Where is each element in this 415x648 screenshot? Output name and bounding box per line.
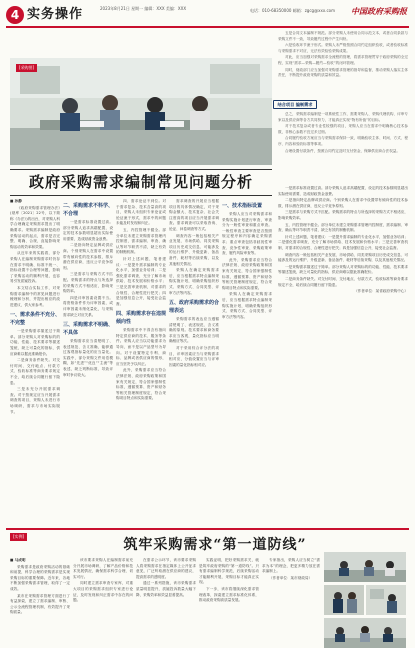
subheading: 三、采购需求不明确、不具体 bbox=[63, 322, 113, 337]
article-byline: ■ 孙静 bbox=[10, 199, 22, 203]
paragraph: 此外，采购需求应当符合法律法规、政府采购政策和国家有关规定，符合国家强制性标准，遵循预算、资产和财务等相关管理制度规定，符合采购项目特点和实际需要。 bbox=[116, 368, 166, 401]
paragraph: 合理设置付款条件，按照合同约定及时支付资金，保障供应商合法权益。 bbox=[285, 148, 400, 153]
headline-rule-top bbox=[10, 169, 272, 170]
bottom-photo-2 bbox=[324, 585, 364, 615]
subheading: 五、政府采购需求的合理表达 bbox=[169, 300, 219, 315]
paragraph: 采购人应当对采购需求和采购实施计划进行审查，审查分为一般性审查和重点审查。一般性审查主要审查是否按照规定程序和内容确定采购需求；重点审查包括非歧视性审查、竞争性审查、采购政策审查、履约风险审查等。 bbox=[222, 212, 272, 256]
paragraph: 专家指出，采购人应当树立“需求为本”的理念，把更多精力放在需求编制上。 bbox=[262, 558, 320, 574]
paragraph: 采购人在确定采购需求后，应当根据需求特点编制采购实施计划，明确采购组织形式、采购方式、合同类型、评审方法等内容。 bbox=[169, 268, 219, 295]
bottom-column-5 bbox=[262, 558, 320, 646]
paragraph: 一是需求标准设置过高。部分采购人追求高端配置，设定的技术参数明显超出实际使用需要，造成财政资金浪费。 bbox=[63, 220, 113, 241]
newspaper-logo: 中国政府采购报 bbox=[351, 6, 407, 16]
paragraph: 对于采用综合评分法的项目，评审因素应当与采购需求相对应，分值设置应当与评审因素的量化指标相对应。 bbox=[169, 346, 219, 367]
paragraph: 采购需求的表达应当遵循清楚明了、表述规范、含义准确的原则。技术要求和商务要求应当客观，量化指标应当明确相应等次。 bbox=[169, 317, 219, 344]
meeting-room-photo bbox=[324, 552, 406, 582]
subheading: 二、采购需求不科学、不合理 bbox=[63, 203, 113, 217]
paragraph: 需求调查的开展应当根据项目的具体情况确定，对于采购金额大、技术复杂、社会关注度高的项目应当开展需求调查。需求调查可以采取咨询、论证、问卷调查等方式。 bbox=[169, 199, 219, 231]
bottom-column-3 bbox=[136, 558, 196, 646]
contact-line: 电话：010-68350000 邮箱：zgcg@xxx.com bbox=[250, 8, 336, 13]
paragraph: 二是指向特定品牌或供应商。个别采购人在需求中设置带有倾向性的技术参数，排斥潜在供应商，违反公平竞争原则。 bbox=[63, 243, 113, 270]
article-column-6 bbox=[278, 186, 408, 524]
paragraph: 通过一系列措施，该市采购需求质量明显提升，质疑投诉数量大幅下降，采购效率和效益显著提高。 bbox=[136, 581, 196, 597]
paragraph: 实践证明，把好采购需求关，就是筑牢政府采购的“第一道防线”。只有需求编制科学规范，后续采购活动才能顺利开展，采购目标才能真正实现。 bbox=[199, 558, 259, 585]
page-number-badge: 4 bbox=[6, 6, 24, 24]
article-column-2 bbox=[63, 199, 113, 524]
headline-rule-bottom bbox=[10, 195, 272, 196]
bottom-column-1 bbox=[10, 558, 70, 646]
paragraph: 该市要求采购人在编制需求前充分开展市场调研，了解产品价格和技术发展情况，确保需求科学合理、切实可行。 bbox=[73, 558, 133, 579]
paragraph: 某市在采购需求管理方面进行了有益探索，建立了需求编制、审核、公示全流程管理机制，有效提升了采购质量。 bbox=[10, 593, 70, 615]
paragraph: 二是商务条件缺失。对交付时间、交付地点、付款方式、验收标准等商务要求规定不全，给后续合同履行留下隐患。 bbox=[10, 358, 60, 385]
paragraph: 对此，应当加强对采购需求全流程的管理，将需求管理贯穿于政府采购的全过程，实现“需求—采购—履约—验收”的闭环管理。 bbox=[278, 55, 408, 65]
paragraph: 同时，财政部门应当加强对采购需求管理的指导和监督，推动采购人落实主体责任，不断提升政府采购的质量和效益。 bbox=[278, 67, 408, 78]
bottom-headline: 筑牢采购需求“第一道防线” bbox=[123, 537, 307, 553]
paragraph: 下一步，该市将继续深化需求管理改革，探索建立需求标准化体系，推动政府采购高质量发展。 bbox=[199, 586, 259, 603]
issue-meta: 2023年8月21日 星期一 编辑：XXX 美编：XXX bbox=[100, 6, 187, 11]
paragraph: 针对上述问题，笔者建议：一是提升需求编制的专业化水平，加强业务培训；二是强化需求调查，充分了解市场供给、技术发展和价格水平；三是完善审查机制，对需求的合规性、合理性进行把关；四是加强信息公开，接受社会监督。 bbox=[278, 234, 408, 250]
paragraph: 总之，采购需求编制是一项系统性工作，需要采购人、采购代理机构、评审专家以及供应商等各方共同努力，才能真正实现“物有所值”的目标。 bbox=[278, 112, 408, 122]
paragraph: 采购需求中不得含有指向特定供应商的技术、服务等条件。采购人应当以功能需求为导向，而不是以产品型号为导向。对于设置特定专利、商标、品牌或者供应商的情形，应当坚决予以纠正。 bbox=[116, 328, 166, 366]
lead-photo bbox=[10, 58, 272, 165]
paragraph: 三是需求与采购方式不匹配。采购需求的特点与所选择的采购方式不相适应，影响采购效率。 bbox=[278, 210, 408, 220]
paragraph: 五、内控管理不健全。部分单位未建立采购需求管理内控制度，需求编制、审查、确认等环节职责不清，缺乏有效的制衡机制。 bbox=[116, 227, 166, 255]
paragraph: 一是采购需求描述过于简单。部分采购人对采购标的的功能、性能、技术要求等描述笼统，缺乏可量化的指标，供应商难以据此准确报价。 bbox=[10, 329, 60, 356]
article-column-5 bbox=[222, 199, 272, 524]
paragraph: 此外，采购需求应当符合法律法规、政府采购政策和国家有关规定，符合国家强制性标准，遵循预算、资产和财务等相关管理制度规定，符合采购项目特点和实际需要。 bbox=[222, 257, 272, 290]
paragraph: 四是评审因素设置不当。将资格条件作为评审因素，或评审因素未细化量化，与采购需求缺乏对应关系。 bbox=[63, 295, 113, 317]
subheading: 四、采购需求存在违规倾向性 bbox=[116, 311, 166, 326]
paragraph: 四、需求论证不到位。对于需求复杂、技术含量高的项目，采购人未组织专家论证或论证流于形式，需求中的问题未能及时发现和纠正。 bbox=[116, 199, 166, 226]
paragraph: 调查内容一般包括相关产业发展、市场供给、同类采购项目历史成交信息、可能涉及的运行维护、升级更新、备品备件、耗材等后续采购，以及其他相关情况。 bbox=[169, 233, 219, 266]
paragraph: 调查内容一般包括相关产业发展、市场供给、同类采购项目历史成交信息、可能涉及的运行维护、升级更新、备品备件、耗材等后续采购，以及其他相关情况。 bbox=[278, 252, 408, 263]
bottom-photo-group bbox=[324, 552, 406, 648]
paragraph: 从近年来的实践看，部分采购人在编制采购需求时仍存在需求不明确、标准不统一、指标设置不合理等问题，影响了采购活动的顺利开展，也容易引发质疑投诉。 bbox=[10, 251, 60, 284]
paragraph: 二是指向特定品牌或供应商。个别采购人在需求中设置带有倾向性的技术参数，排斥潜在供应商，违反公平竞争原则。 bbox=[278, 198, 408, 208]
paragraph: 本文结合实际工作，对采购需求编制中的常见问题进行梳理和分析，并提出相应的改进建议，供大家参考。 bbox=[10, 285, 60, 307]
author-affiliation: （作者单位：某省政府采购中心） bbox=[354, 289, 408, 294]
conference-photo bbox=[324, 618, 406, 648]
paragraph: 对于技术复杂或者专业性较强的项目，采购人应当在需求中明确核心技术参数，非核心参数不宜过多过细。 bbox=[278, 124, 408, 134]
section-divider bbox=[6, 528, 409, 530]
subheading: 一、需求条件不充分、不完整 bbox=[10, 312, 60, 327]
paragraph: 《政府采购需求管理办法》(财库〔2021〕22号，以下简称《办法》)的出台，对采购人科学合理确定采购需求提出了明确要求。采购需求编制是政府采购活动的起点，需求是否完整、明确、合规，直接影响采购活动的效率和效果。 bbox=[10, 205, 60, 249]
bottom-byline: ■ 马成明 bbox=[10, 558, 26, 562]
bottom-photo-4 bbox=[324, 618, 406, 648]
paragraph: 二是商务条件缺失。对交付时间、交付地点、付款方式、验收标准等商务要求规定不全，给后续合同履行留下隐患。 bbox=[278, 276, 408, 287]
paragraph: 合同履约验收方案应当与采购需求保持一致，明确验收主体、时间、方式、程序、内容和验收标准等事项。 bbox=[278, 136, 408, 146]
right-column-mid bbox=[278, 112, 408, 182]
bottom-column-2 bbox=[73, 558, 133, 646]
paragraph: 一是需求标准设置过高。部分采购人追求高端配置，设定的技术参数明显超出实际使用需要，造成财政资金浪费。 bbox=[278, 186, 408, 196]
bottom-column-4 bbox=[199, 558, 259, 646]
section-title: 实务操作 bbox=[27, 7, 84, 22]
paragraph: （作者单位：某市财政局） bbox=[269, 575, 313, 580]
paragraph: 六是验收环节流于形式。采购人未严格按照合同约定组织验收，或者验收标准与采购需求不对应，无法有效检验采购成果。 bbox=[278, 43, 408, 53]
section-pill: 结合项目 编制需求 bbox=[273, 100, 317, 109]
bottom-tag: [实例] bbox=[10, 533, 27, 541]
office-photo bbox=[366, 585, 406, 615]
subheading: 一、技术指标设置 bbox=[222, 203, 263, 209]
paragraph: 三是需求与采购方式不匹配。采购需求的特点与所选择的采购方式不相适应，影响采购效率。 bbox=[63, 272, 113, 294]
paragraph: 采购需求是政府采购活动的基础和前提，科学合理的采购需求是实现采购目标的重要保障。近年来，各地不断加强采购需求管理，取得了一定成效。 bbox=[10, 564, 70, 591]
lead-headline: 政府采购需求编制常见问题分析 bbox=[28, 173, 253, 191]
paragraph: 同时建立需求审查专家库，对重大项目的采购需求组织专家进行论证，及时发现和纠正需求中存在的问题。 bbox=[73, 581, 133, 603]
bottom-photo-1 bbox=[324, 552, 406, 582]
paragraph: 一是采购需求描述过于简单。部分采购人对采购标的的功能、性能、技术要求等描述笼统，缺乏可量化的指标，供应商难以据此准确报价。 bbox=[278, 264, 408, 275]
masthead-rule bbox=[6, 26, 409, 28]
bottom-photo-3 bbox=[366, 585, 406, 615]
right-column-top bbox=[278, 31, 408, 99]
office-meeting-photo bbox=[10, 58, 272, 165]
photo-tag: [采购图] bbox=[16, 64, 37, 72]
paragraph: 在需求公示环节，该市要求采购人将采购需求在指定媒体上公开征求意见，广泛听取潜在供应商的建议，提高需求的透明度。 bbox=[136, 558, 196, 579]
article-column-4 bbox=[169, 199, 219, 524]
paragraph: 五、内控管理不健全。部分单位未建立采购需求管理内控制度，需求编制、审查、确认等环节职责不清，缺乏有效的制衡机制。 bbox=[278, 222, 408, 233]
people-photo bbox=[324, 585, 364, 615]
paragraph: 针对上述问题，笔者建议：一是提升需求编制的专业化水平，加强业务培训；二是强化需求调查，充分了解市场供给、技术发展和价格水平；三是完善审查机制，对需求的合规性、合理性进行把关；四是加强信息公开，接受社会监督。 bbox=[116, 256, 166, 306]
paragraph: 采购需求应当清楚明了、表述规范、含义准确，能够通过客观指标量化的应当量化。实践中，部分采购文件用语模糊，如“先进”“优良”“主流”等表述，缺乏判断标准，导致评审时争议较大。 bbox=[63, 339, 113, 377]
paragraph: 采购人在确定采购需求后，应当根据需求特点编制采购实施计划，明确采购组织形式、采购方式、合同类型、评审方法等内容。 bbox=[222, 292, 272, 319]
paragraph: 三是未充分开展需求调查。对于按规定应当开展需求调查的项目，采购人未进行市场调研，需求与市场实际脱节。 bbox=[10, 387, 60, 414]
article-column-3 bbox=[116, 199, 166, 524]
article-column-1 bbox=[10, 199, 60, 524]
paragraph: 五是合同文本编制不规范。部分采购人未使用合同示范文本，或者合同条款与采购文件不一致，导致履约过程中产生纠纷。 bbox=[278, 31, 408, 41]
